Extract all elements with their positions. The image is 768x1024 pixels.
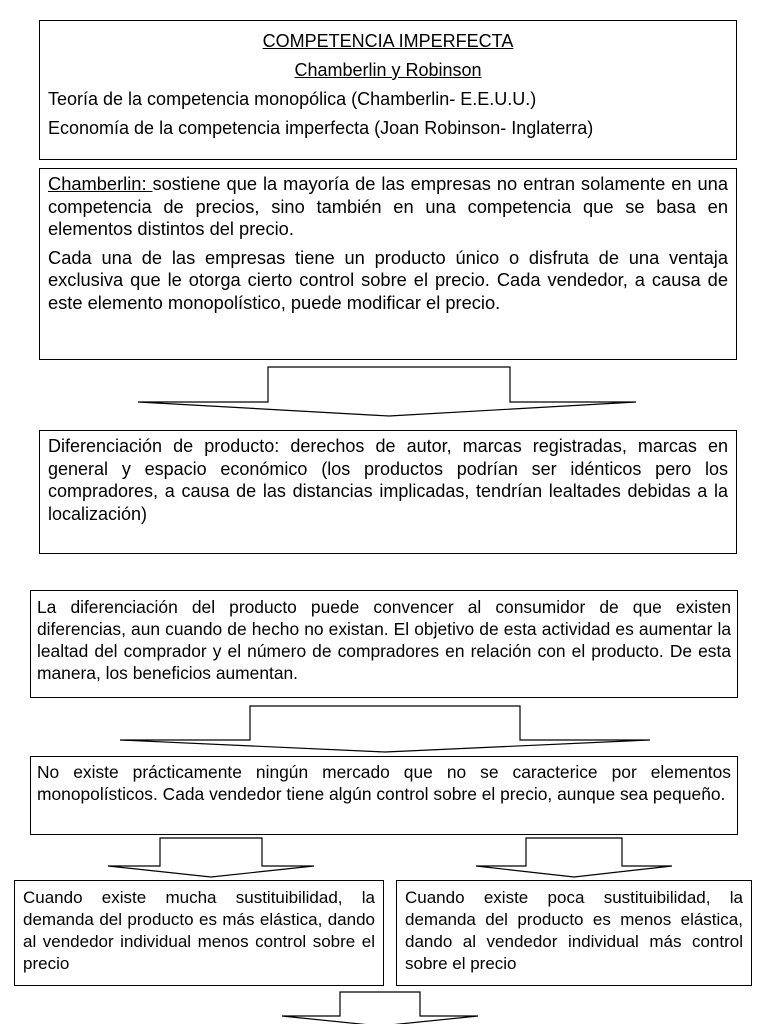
chamberlin-text-1: sostiene que la mayoría de las empresas no entran solamente en una competencia de precios, sino también en una competencia que se basa en elementos distintos del precio. <box>48 173 728 240</box>
differentiation-objective-text: La diferenciación del producto puede convencer al consumidor de que existen diferencias, aun cuando de hecho no existan. El objetivo de esta actividad es aumentar la lealtad del comprador y el número de compradores en relación con el producto. De esta manera, los beneficios aumentan. <box>37 597 731 683</box>
page-title: COMPETENCIA IMPERFECTA <box>262 31 514 51</box>
chamberlin-text-2: Cada una de las empresas tiene un producto único o disfruta de una ventaja exclusiva que le otorga cierto control sobre el precio. Cada vendedor, a causa de este elemento monopolístico, puede modificar el precio. <box>48 246 728 313</box>
product-differentiation-text: Diferenciación de producto: derechos de autor, marcas registradas, marcas en general y espacio económico (los productos podrían ser idénticos pero los compradores, a causa de las distancias implicadas, tendrían lealtades debidas a la localización) <box>48 436 728 524</box>
down-arrow-icon <box>108 838 314 877</box>
low-substitutability-text: Cuando existe poca sustituibilidad, la demanda del producto es menos elástica, dando al vendedor individual más control sobre el precio <box>405 888 743 973</box>
theory-chamberlin: Teoría de la competencia monopólica (Chamberlin- E.E.U.U.) <box>48 89 537 109</box>
chamberlin-label: Chamberlin: <box>48 173 153 194</box>
high-substitutability-text: Cuando existe mucha sustituibilidad, la demanda del producto es más elástica, dando al vendedor individual menos control sobre el precio <box>23 888 375 973</box>
theory-robinson: Economía de la competencia imperfecta (Joan Robinson- Inglaterra) <box>48 118 594 138</box>
down-arrow-icon <box>138 367 636 416</box>
market-control-text: No existe prácticamente ningún mercado que no se caracterice por elementos monopolísticos. Cada vendedor tiene algún control sobre el precio, aunque sea pequeño. <box>37 762 731 804</box>
down-arrow-icon <box>476 838 672 877</box>
down-arrow-icon <box>282 992 478 1024</box>
down-arrow-icon <box>120 706 650 752</box>
page-subtitle: Chamberlin y Robinson <box>294 60 482 80</box>
